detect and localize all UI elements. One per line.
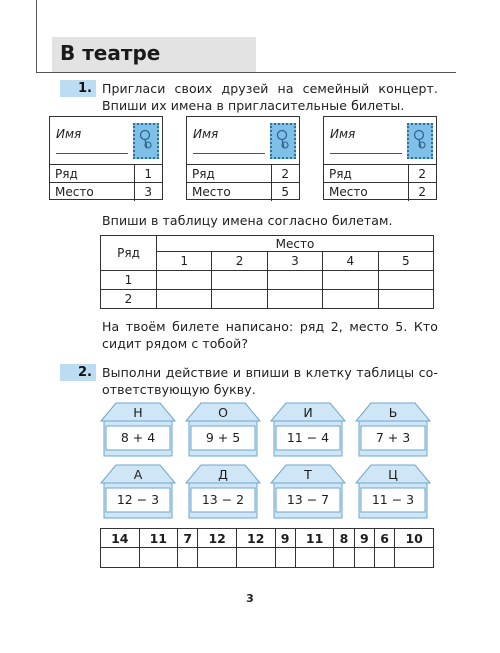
seat-table-row-header: Ряд bbox=[101, 236, 157, 271]
house-letter: Ц bbox=[388, 467, 398, 482]
answer-number: 12 bbox=[198, 529, 237, 548]
ticket-name-field[interactable] bbox=[330, 153, 402, 154]
task-2-line-1: Выполни действие и впиши в клетку таблицы со- bbox=[102, 365, 438, 380]
task-1-line-2: Впиши их имена в пригласительные билеты. bbox=[102, 98, 405, 113]
answer-cell[interactable] bbox=[178, 548, 198, 568]
ticket-name-field[interactable] bbox=[56, 153, 128, 154]
answer-number: 8 bbox=[334, 529, 354, 548]
house-expression: 11 − 3 bbox=[371, 492, 415, 507]
stamp-icon bbox=[133, 123, 159, 159]
house-letter: Д bbox=[218, 467, 228, 482]
answer-cell[interactable] bbox=[198, 548, 237, 568]
ticket-seat-value: 2 bbox=[408, 183, 436, 201]
house-letter: А bbox=[133, 467, 143, 482]
house-expression: 13 − 7 bbox=[286, 492, 330, 507]
row-number: 2 bbox=[101, 290, 157, 309]
seat-number: 3 bbox=[267, 252, 322, 271]
ticket-info bbox=[187, 164, 299, 201]
house-expression: 8 + 4 bbox=[120, 430, 156, 445]
house-card bbox=[355, 402, 431, 458]
seat-number: 1 bbox=[157, 252, 212, 271]
ticket-row-label: Ряд bbox=[187, 165, 271, 183]
margin-rule-horizontal bbox=[36, 72, 456, 73]
answer-number: 12 bbox=[236, 529, 275, 548]
task-1-line-1: Пригласи своих друзей на семейный концерт. bbox=[102, 81, 438, 96]
answer-cell[interactable] bbox=[236, 548, 275, 568]
seat-cell[interactable] bbox=[267, 271, 322, 290]
answer-number: 6 bbox=[374, 529, 394, 548]
ticket-row-value: 2 bbox=[271, 165, 299, 183]
ticket-name-field[interactable] bbox=[193, 153, 265, 154]
ticket-info bbox=[324, 164, 436, 201]
question bbox=[102, 318, 438, 352]
task-2-number: 2. bbox=[60, 364, 96, 381]
answer-number: 11 bbox=[139, 529, 178, 548]
answer-number: 9 bbox=[354, 529, 374, 548]
seat-number: 5 bbox=[378, 252, 433, 271]
answer-cell[interactable] bbox=[275, 548, 295, 568]
seat-number: 2 bbox=[212, 252, 267, 271]
seat-table-seat-header: Место bbox=[157, 236, 434, 252]
task-2-line-2: ответствующую букву. bbox=[102, 382, 256, 397]
task-2-text bbox=[102, 364, 438, 398]
answer-cell[interactable] bbox=[101, 548, 140, 568]
seat-cell[interactable] bbox=[212, 271, 267, 290]
seat-number: 4 bbox=[323, 252, 378, 271]
seat-cell[interactable] bbox=[323, 290, 378, 309]
seat-cell[interactable] bbox=[157, 271, 212, 290]
house-letter: О bbox=[218, 405, 228, 420]
page-title: В театре bbox=[60, 41, 161, 65]
house-letter: Ь bbox=[388, 405, 398, 420]
house-expression: 12 − 3 bbox=[116, 492, 160, 507]
house-card bbox=[185, 402, 261, 458]
house-letter: Н bbox=[133, 405, 143, 420]
house-card bbox=[355, 464, 431, 520]
answer-number: 7 bbox=[178, 529, 198, 548]
row-number: 1 bbox=[101, 271, 157, 290]
table-instruction bbox=[102, 212, 438, 229]
ticket-3 bbox=[323, 116, 437, 200]
house-expression: 11 − 4 bbox=[286, 430, 330, 445]
answer-cell[interactable] bbox=[354, 548, 374, 568]
answer-table bbox=[100, 528, 434, 568]
answer-number: 10 bbox=[395, 529, 434, 548]
answer-number: 11 bbox=[295, 529, 334, 548]
ticket-seat-label: Место bbox=[187, 183, 271, 201]
seat-cell[interactable] bbox=[378, 290, 433, 309]
seat-cell[interactable] bbox=[323, 271, 378, 290]
house-expression: 9 + 5 bbox=[205, 430, 241, 445]
ticket-name-label: Имя bbox=[330, 127, 356, 141]
answer-cell[interactable] bbox=[295, 548, 334, 568]
answer-number: 14 bbox=[101, 529, 140, 548]
ticket-row-value: 1 bbox=[134, 165, 162, 183]
question-line-2: сидит рядом с тобой? bbox=[102, 336, 249, 351]
ticket-row-label: Ряд bbox=[50, 165, 134, 183]
answer-cell[interactable] bbox=[374, 548, 394, 568]
answer-number: 9 bbox=[275, 529, 295, 548]
stamp-icon bbox=[407, 123, 433, 159]
house-expression: 7 + 3 bbox=[375, 430, 411, 445]
house-letter: И bbox=[303, 405, 313, 420]
seat-cell[interactable] bbox=[267, 290, 322, 309]
ticket-seat-value: 5 bbox=[271, 183, 299, 201]
task-1-number: 1. bbox=[60, 80, 96, 97]
page-number: 3 bbox=[246, 592, 254, 605]
answer-cell[interactable] bbox=[139, 548, 178, 568]
house-letter: Т bbox=[304, 467, 312, 482]
ticket-1 bbox=[49, 116, 163, 200]
house-expression: 13 − 2 bbox=[201, 492, 245, 507]
question-line-1: На твоём билете написано: ряд 2, место 5. Кто bbox=[102, 319, 438, 334]
house-card bbox=[185, 464, 261, 520]
stamp-icon bbox=[270, 123, 296, 159]
seat-cell[interactable] bbox=[212, 290, 267, 309]
ticket-row-value: 2 bbox=[408, 165, 436, 183]
seat-cell[interactable] bbox=[378, 271, 433, 290]
ticket-name-label: Имя bbox=[56, 127, 82, 141]
seat-table bbox=[100, 235, 434, 309]
table-instruction-text: Впиши в таблицу имена согласно билетам. bbox=[102, 213, 393, 228]
ticket-2 bbox=[186, 116, 300, 200]
house-card bbox=[100, 464, 176, 520]
answer-cell[interactable] bbox=[395, 548, 434, 568]
ticket-seat-value: 3 bbox=[134, 183, 162, 201]
ticket-row-label: Ряд bbox=[324, 165, 408, 183]
house-card bbox=[270, 402, 346, 458]
task-1-text bbox=[102, 80, 438, 114]
ticket-seat-label: Место bbox=[324, 183, 408, 201]
margin-rule-vertical bbox=[36, 0, 37, 72]
answer-cell[interactable] bbox=[334, 548, 354, 568]
ticket-name-label: Имя bbox=[193, 127, 219, 141]
ticket-seat-label: Место bbox=[50, 183, 134, 201]
ticket-info bbox=[50, 164, 162, 201]
house-card bbox=[270, 464, 346, 520]
house-card bbox=[100, 402, 176, 458]
seat-cell[interactable] bbox=[157, 290, 212, 309]
